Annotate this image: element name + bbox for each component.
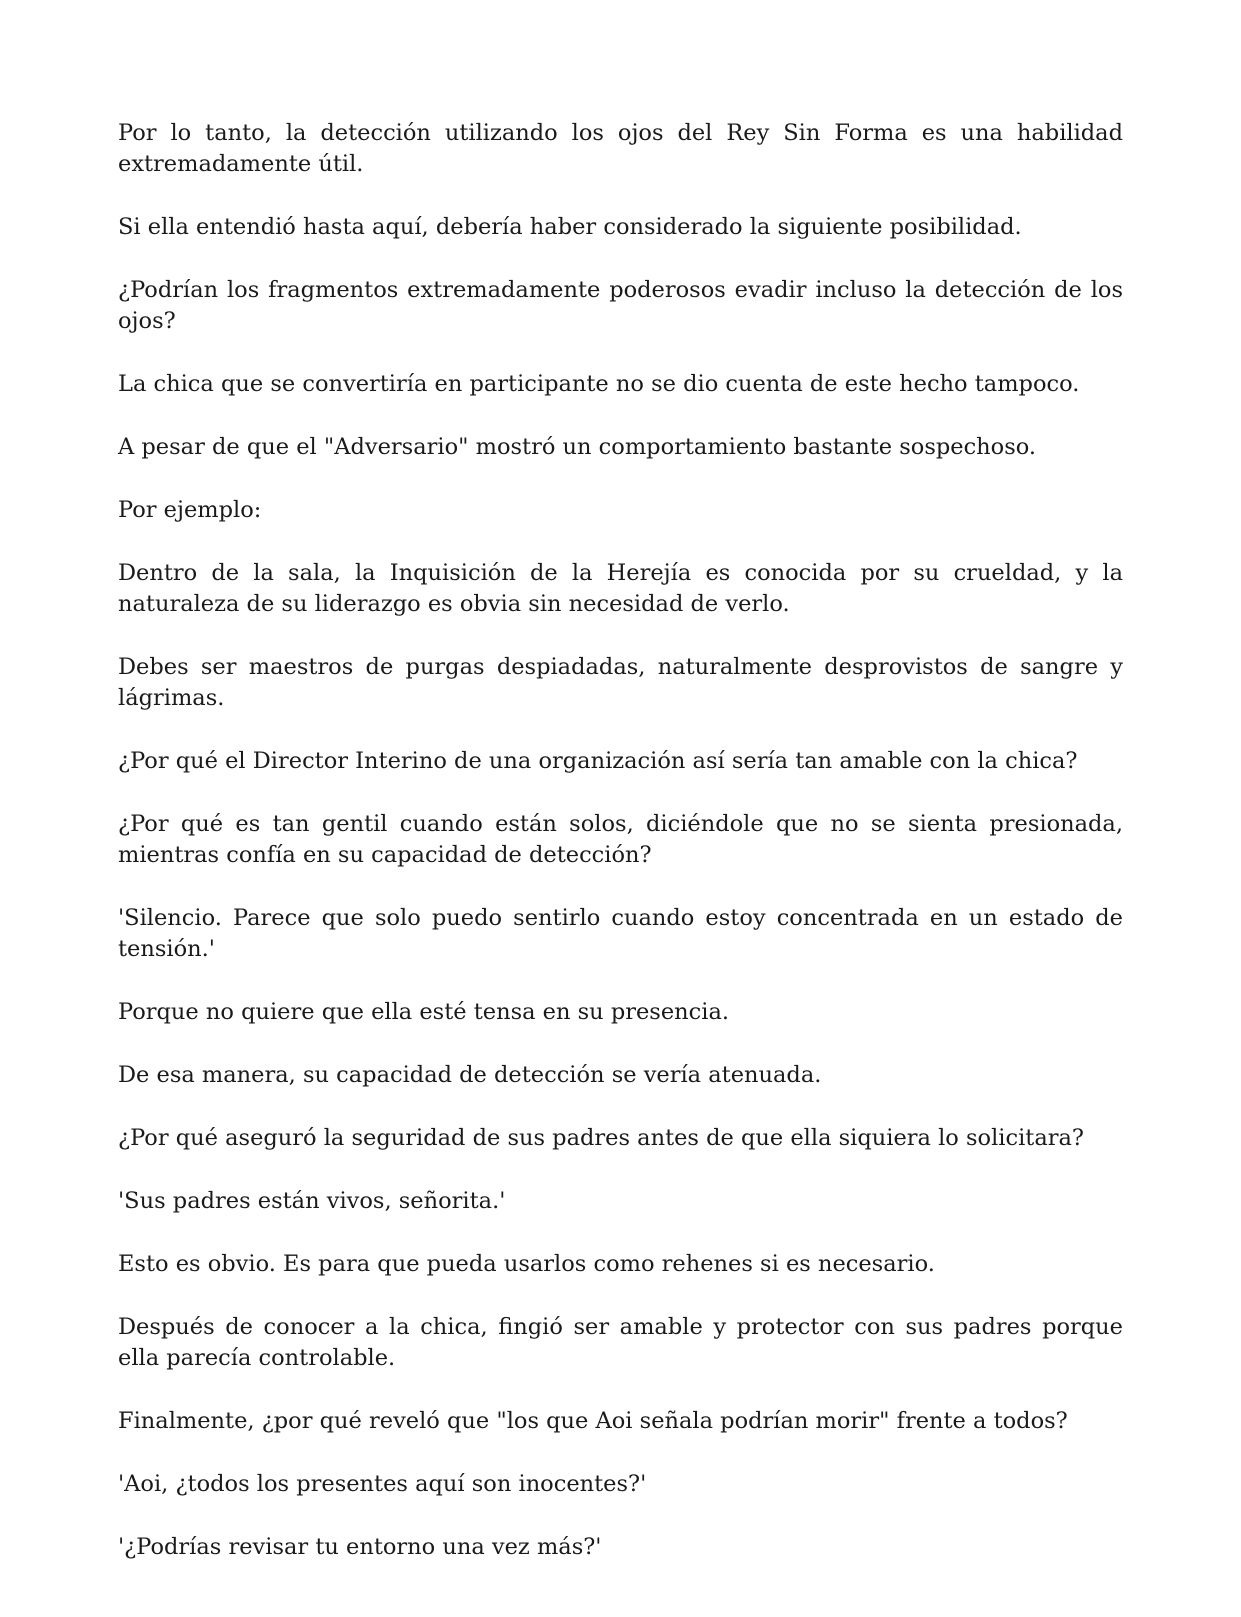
paragraph: ¿Por qué es tan gentil cuando están solos, diciéndole que no se sienta presionada, mientras confía en su capacidad de detección? [118,811,1123,868]
paragraph: De esa manera, su capacidad de detección se vería atenuada. [118,1062,822,1088]
paragraph: ¿Por qué el Director Interino de una organización así sería tan amable con la chica? [118,748,1078,774]
paragraph: Finalmente, ¿por qué reveló que "los que Aoi señala podrían morir" frente a todos? [118,1408,1068,1434]
paragraph: Después de conocer a la chica, fingió ser amable y protector con sus padres porque ella parecía controlable. [118,1314,1123,1371]
paragraph: Dentro de la sala, la Inquisición de la Herejía es conocida por su crueldad, y la naturaleza de su liderazgo es obvia sin necesidad de verlo. [118,560,1123,617]
paragraph: 'Sus padres están vivos, señorita.' [118,1188,506,1214]
paragraph: Por ejemplo: [118,497,262,523]
paragraph: ¿Podrían los fragmentos extremadamente poderosos evadir incluso la detección de los ojos? [118,277,1123,334]
paragraph: '¿Podrías revisar tu entorno una vez más?' [118,1534,602,1560]
paragraph: Porque no quiere que ella esté tensa en su presencia. [118,999,730,1025]
paragraph: ¿Por qué aseguró la seguridad de sus padres antes de que ella siquiera lo solicitara? [118,1125,1084,1151]
paragraph: A pesar de que el "Adversario" mostró un comportamiento bastante sospechoso. [118,434,1037,460]
paragraph: 'Silencio. Parece que solo puedo sentirlo cuando estoy concentrada en un estado de tensión.' [118,905,1123,962]
paragraph: Esto es obvio. Es para que pueda usarlos como rehenes si es necesario. [118,1251,935,1277]
paragraph: Si ella entendió hasta aquí, debería haber considerado la siguiente posibilidad. [118,214,1022,240]
paragraph: La chica que se convertiría en participante no se dio cuenta de este hecho tampoco. [118,371,1080,397]
paragraph: 'Aoi, ¿todos los presentes aquí son inocentes?' [118,1471,647,1497]
paragraph: Por lo tanto, la detección utilizando los ojos del Rey Sin Forma es una habilidad extremadamente útil. [118,120,1123,177]
paragraph: Debes ser maestros de purgas despiadadas, naturalmente desprovistos de sangre y lágrimas. [118,654,1123,711]
document-body [118,118,1123,1595]
